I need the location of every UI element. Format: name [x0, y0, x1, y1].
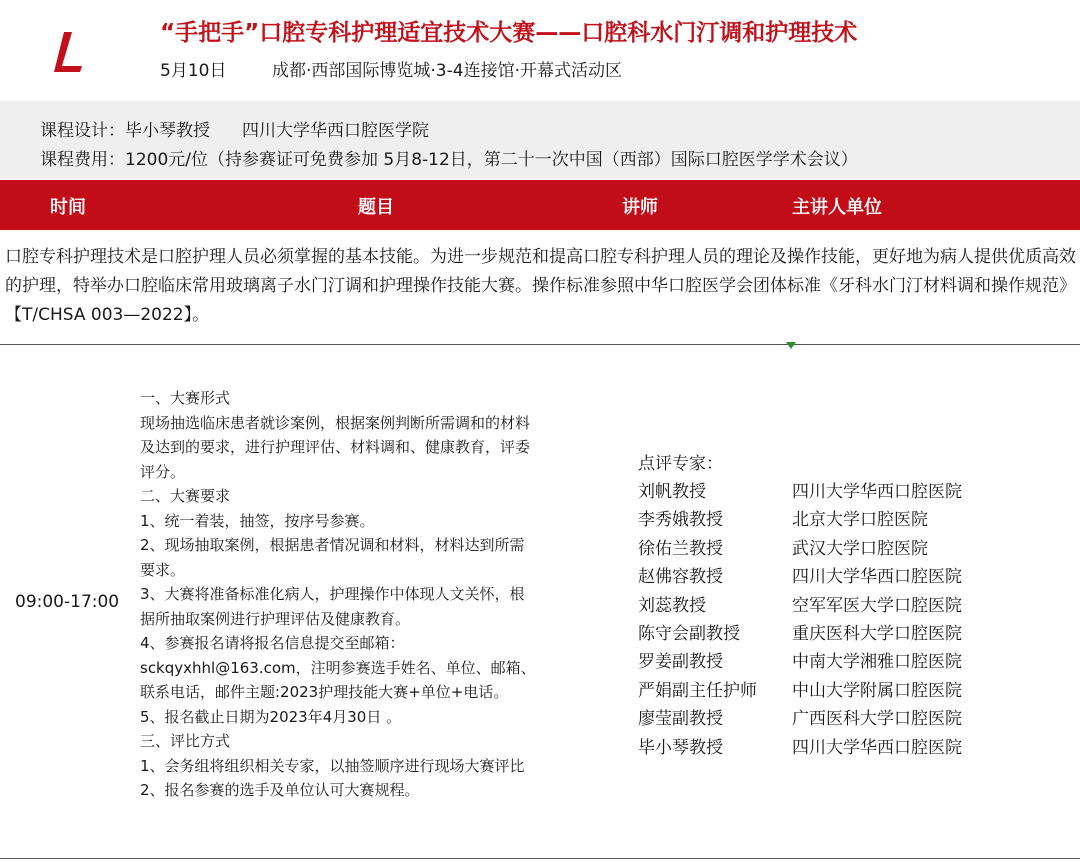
event-title: “手把手”口腔专科护理适宜技术大赛——口腔科水门汀调和护理技术: [160, 20, 858, 46]
course-design-label: 课程设计：毕小琴教授: [40, 121, 210, 141]
content-line: 3、大赛将准备标准化病人，护理操作中体现人文关怀，根: [140, 585, 525, 603]
content-line: 三、评比方式: [140, 732, 231, 750]
expert-unit: 四川大学华西口腔医院: [792, 482, 962, 502]
content-line: 2、现场抽取案例，根据患者情况调和材料，材料达到所需: [140, 536, 525, 554]
expert-unit: 四川大学华西口腔医院: [792, 737, 962, 758]
event-logo-icon: [50, 30, 86, 74]
column-header-topic: 题目: [358, 197, 394, 218]
expert-name: 徐佑兰教授: [638, 538, 723, 559]
content-line: sckqyxhhl@163.com，注明参赛选手姓名、单位、邮箱、: [140, 658, 536, 677]
content-line: 4、参赛报名请将报名信息提交至邮箱：: [140, 634, 405, 652]
content-line: 联系电话，邮件主题:2023护理技能大赛+单位+电话。: [140, 683, 509, 701]
event-venue: 成都·西部国际博览城·3-4连接馆·开幕式活动区: [272, 61, 622, 81]
expert-row: [638, 677, 962, 705]
expert-unit: 重庆医科大学口腔医院: [792, 623, 962, 644]
expert-name: 罗姜副教授: [638, 652, 723, 673]
expert-name: 毕小琴教授: [638, 737, 723, 758]
column-header-time: 时间: [50, 197, 86, 218]
expert-unit: 广西医科大学口腔医院: [792, 709, 962, 730]
expert-row: [638, 506, 962, 534]
session-content: [140, 386, 610, 803]
event-date: 5月10日: [160, 61, 227, 81]
expert-row: [638, 478, 962, 506]
content-line: 2、报名参赛的选手及单位认可大赛规程。: [140, 781, 420, 799]
expert-name: 严娟副主任护师: [638, 680, 757, 701]
content-line: 要求。: [140, 560, 186, 579]
expert-name: 陈守会副教授: [638, 623, 740, 644]
expert-name: 廖莹副教授: [638, 709, 723, 730]
content-line: 二、大赛要求: [140, 487, 231, 505]
course-design: [40, 116, 429, 141]
session-time: 09:00-17:00: [15, 592, 120, 612]
expert-unit: 北京大学口腔医院: [792, 510, 928, 531]
content-line: 1、统一着装，抽签，按序号参赛。: [140, 511, 375, 530]
expert-list: [638, 450, 962, 762]
expert-row: [638, 563, 962, 591]
expert-unit: 四川大学华西口腔医院: [792, 567, 962, 588]
marker-icon: [786, 342, 796, 349]
row-divider: [0, 858, 1080, 859]
row-divider: [0, 344, 1080, 345]
content-line: 1、会务组将组织相关专家，以抽签顺序进行现场大赛评比: [140, 756, 525, 775]
expert-row: [638, 705, 962, 733]
expert-name: 赵佛容教授: [638, 567, 723, 588]
course-fee: 课程费用：1200元/位（持参赛证可免费参加 5月8-12日，第二十一次中国（西部）国际口腔医学学术会议）: [40, 150, 858, 170]
content-line: 及达到的要求，进行护理评估、材料调和、健康教育，评委: [140, 438, 531, 456]
expert-unit: 中南大学湘雅口腔医院: [792, 652, 962, 673]
expert-unit: 武汉大学口腔医院: [792, 538, 928, 559]
course-design-institution: 四川大学华西口腔医学院: [242, 121, 429, 141]
expert-name: 刘蕊教授: [638, 595, 706, 616]
experts-label: 点评专家：: [638, 454, 723, 474]
intro-paragraph: 口腔专科护理技术是口腔护理人员必须掌握的基本技能。为进一步规范和提高口腔专科护理人员的理论及操作技能，更好地为病人提供优质高效的护理，特举办口腔临床常用玻璃离子水门汀调和护理操作技能大赛。操作标准参照中华口腔医学会团体标准《牙科水门汀材料调和操作规范》【T/CHSA 003—2022】。: [5, 247, 1076, 325]
content-line: 一、大赛形式: [140, 389, 231, 407]
content-line: 现场抽选临床患者就诊案例，根据案例判断所需调和的材料: [140, 413, 531, 432]
expert-row: [638, 648, 962, 676]
content-line: 评分。: [140, 462, 186, 481]
expert-row: [638, 592, 962, 620]
expert-unit: 中山大学附属口腔医院: [792, 680, 962, 701]
table-header: [0, 180, 1080, 230]
expert-name: 李秀娥教授: [638, 510, 723, 531]
expert-row: [638, 535, 962, 563]
content-line: 据所抽取案例进行护理评估及健康教育。: [140, 609, 411, 628]
content-line: 5、报名截止日期为2023年4月30日 。: [140, 707, 402, 726]
expert-name: 刘帆教授: [638, 482, 706, 502]
expert-unit: 空军军医大学口腔医院: [792, 595, 962, 616]
column-header-unit: 主讲人单位: [792, 197, 882, 218]
expert-row: [638, 734, 962, 762]
column-header-lecturer: 讲师: [622, 197, 658, 218]
expert-row: [638, 620, 962, 648]
